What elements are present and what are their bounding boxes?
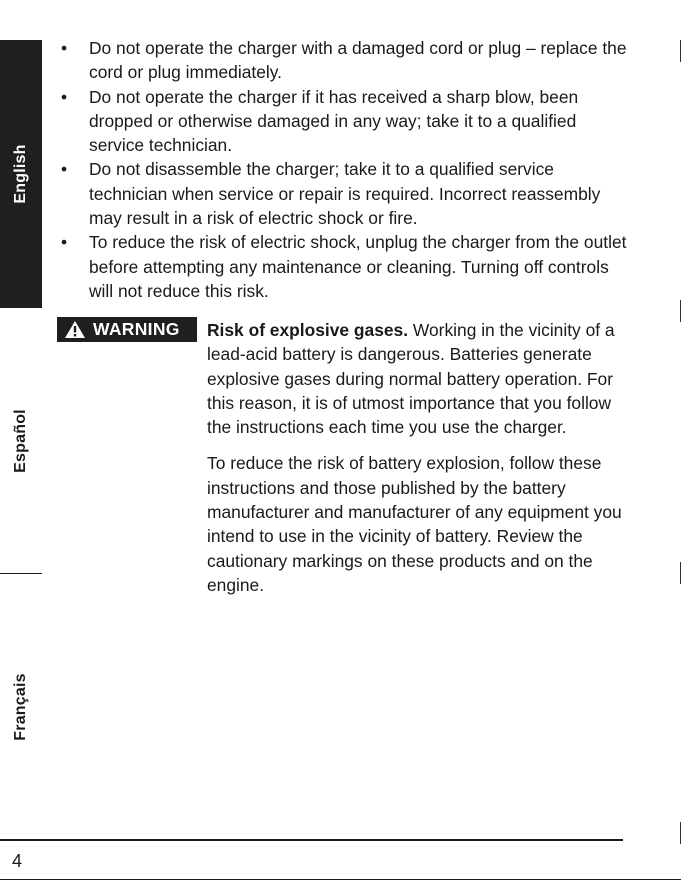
language-tabs xyxy=(0,0,42,881)
safety-bullet-text: Do not operate the charger with a damaged cord or plug – replace the cord or plug immediately. xyxy=(89,38,627,83)
warning-paragraph xyxy=(207,318,632,439)
warning-badge xyxy=(57,317,197,342)
tab-french xyxy=(0,574,42,840)
bullet-dot-icon: • xyxy=(60,232,68,253)
warning-paragraph: To reduce the risk of battery explosion, follow these instructions and those published by the battery manufacturer and manufacturer of any equipment you intend to use in the vicinity of battery. Review the cautionary markings on these products and on the engine. xyxy=(207,453,622,595)
tab-english xyxy=(0,40,42,308)
safety-bullet-text: Do not disassemble the charger; take it to a qualified service technician when service or repair is required. Incorrect reassembly may result in a risk of electric shock or fire. xyxy=(89,159,601,229)
safety-bullet-text: Do not operate the charger if it has received a sharp blow, been dropped or otherwise damaged in any way; take it to a qualified service technician. xyxy=(89,86,579,156)
warning-triangle-icon xyxy=(64,320,86,339)
warning-label: WARNING xyxy=(93,319,180,339)
safety-bullet-item xyxy=(58,230,628,303)
bullet-dot-icon: • xyxy=(60,86,68,107)
safety-bullet-item xyxy=(58,157,628,230)
bullet-dot-icon: • xyxy=(60,159,68,180)
warning-text: Working in the vicinity of a lead-acid battery is dangerous. Batteries generate explosive gases during normal battery operation. For this reason, it is of utmost importance that you follow the instructions each time you use the charger. xyxy=(207,320,615,438)
footer-divider xyxy=(0,839,623,841)
safety-bullet-list xyxy=(58,36,628,303)
safety-bullet-item xyxy=(58,85,628,158)
tab-spanish-label: Español xyxy=(12,408,29,473)
safety-bullet-item xyxy=(58,36,628,85)
bullet-dot-icon: • xyxy=(60,38,68,58)
tab-spanish xyxy=(0,308,42,574)
page-number: 4 xyxy=(12,851,23,871)
tab-french-label: Français xyxy=(12,673,29,741)
warning-body xyxy=(207,318,632,609)
safety-bullet-text: To reduce the risk of electric shock, unplug the charger from the outlet before attempting any maintenance or cleaning. Turning off controls will not reduce this risk. xyxy=(89,232,627,301)
tab-english-label: English xyxy=(12,144,29,204)
bottom-divider xyxy=(0,879,681,880)
warning-heading: Risk of explosive gases. xyxy=(207,320,409,340)
